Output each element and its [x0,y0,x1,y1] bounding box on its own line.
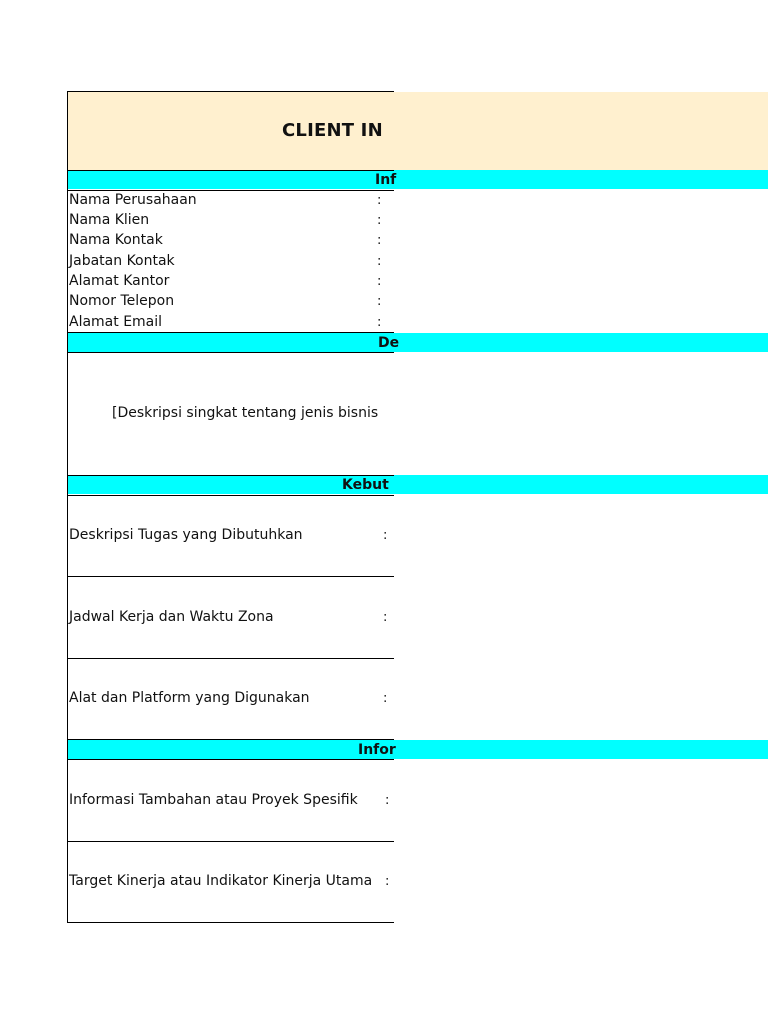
row-divider [67,495,394,496]
section-header-other: Infor [358,742,396,758]
row-divider [67,576,394,577]
field-colon: : [385,874,390,889]
row-divider [67,352,394,353]
field-label-performance-target: Target Kinerja atau Indikator Kinerja Utama [69,873,373,889]
row-divider [67,759,394,760]
row-divider [67,922,394,923]
row-divider [67,475,394,476]
field-colon: : [377,294,382,309]
field-colon: : [377,274,382,289]
field-label-email: Alamat Email [69,314,163,330]
form-title: CLIENT IN [282,120,383,141]
row-divider [67,91,394,92]
field-label-client: Nama Klien [69,212,150,228]
description-placeholder: [Deskripsi singkat tentang jenis bisnis [112,405,379,421]
field-label-contact-title: Jabatan Kontak [69,253,175,269]
field-colon: : [383,528,388,543]
field-colon: : [377,193,382,208]
field-colon: : [377,254,382,269]
field-colon: : [377,233,382,248]
row-divider [67,190,394,191]
row-divider [67,841,394,842]
row-divider [67,658,394,659]
field-colon: : [383,691,388,706]
row-divider [67,170,394,171]
section-header-description: De [378,335,400,351]
field-colon: : [383,610,388,625]
field-label-tools-platforms: Alat dan Platform yang Digunakan [69,690,310,706]
field-label-address: Alamat Kantor [69,273,170,289]
row-divider [67,332,394,333]
client-form-sheet [67,91,768,923]
row-divider [67,739,394,740]
visible-content-area [67,91,400,923]
field-label-work-schedule: Jadwal Kerja dan Waktu Zona [69,609,274,625]
section-header-needs: Kebut [342,477,389,493]
field-colon: : [377,315,382,330]
field-label-phone: Nomor Telepon [69,293,175,309]
field-label-company: Nama Perusahaan [69,192,197,208]
sheet-left-border [67,91,68,923]
field-colon: : [385,793,390,808]
field-label-additional-info: Informasi Tambahan atau Proyek Spesifik [69,792,358,808]
section-header-info: Inf [375,172,397,188]
field-label-task-description: Deskripsi Tugas yang Dibutuhkan [69,527,303,543]
field-label-contact: Nama Kontak [69,232,163,248]
field-colon: : [377,213,382,228]
